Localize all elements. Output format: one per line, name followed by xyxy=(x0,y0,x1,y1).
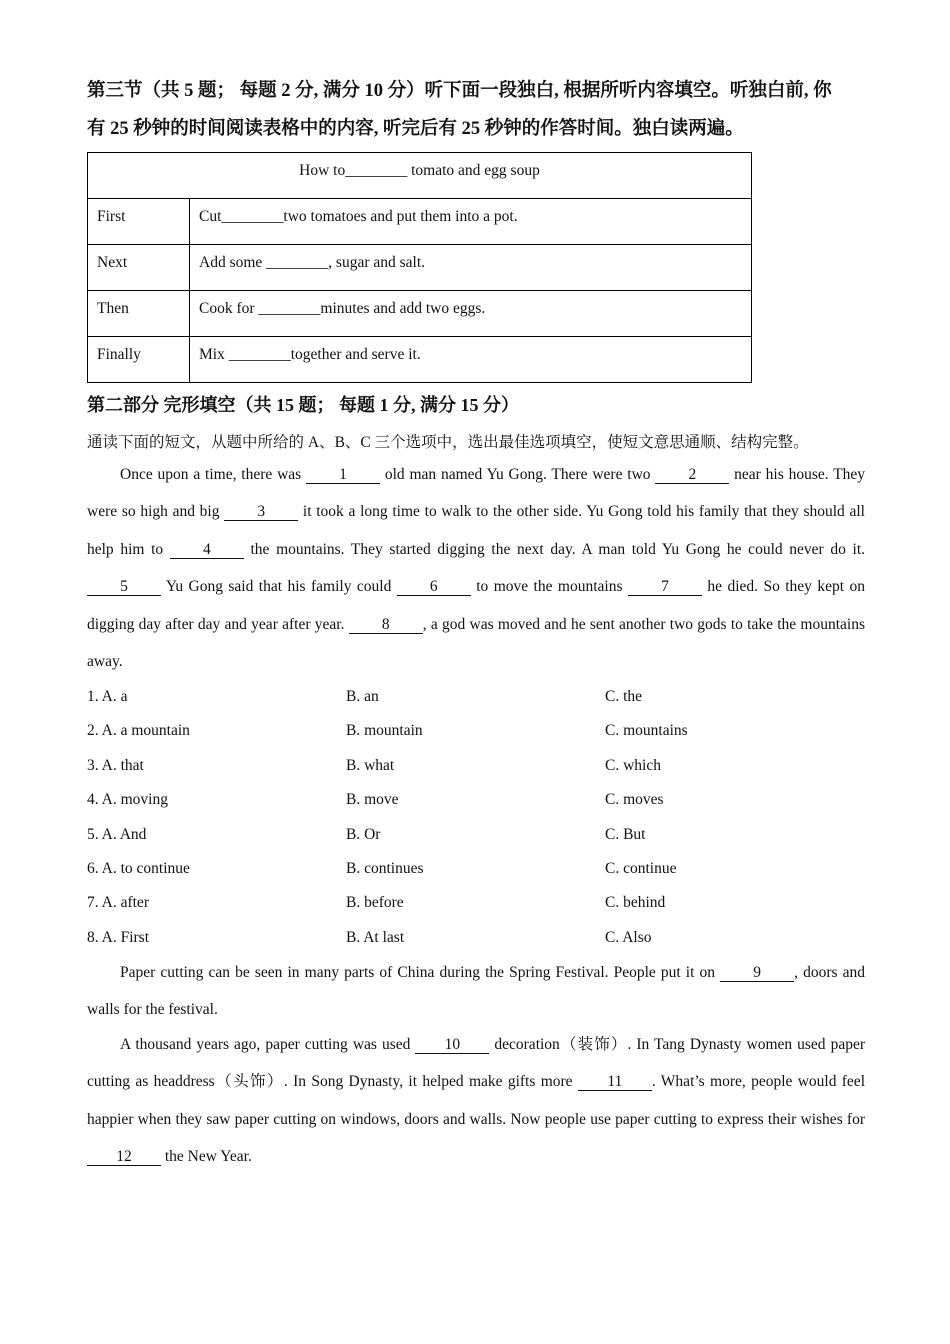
option-row xyxy=(87,680,847,714)
step-text: Cut________two tomatoes and put them into a pot. xyxy=(190,199,752,245)
passage-text: , a god was moved and he sent another two gods to take the mountains away. xyxy=(87,615,865,671)
option-b[interactable]: B. move xyxy=(346,791,399,808)
blank-6: 6 xyxy=(397,579,471,596)
option-a[interactable]: 2. A. a mountain xyxy=(87,722,190,739)
passage-text: he died. So they kept on digging day after day and year after year. xyxy=(87,578,865,633)
blank-3: 3 xyxy=(224,504,298,521)
option-b[interactable]: B. Or xyxy=(346,826,381,843)
passage-text: decoration（装饰）. In Tang Dynasty women used paper cutting as headdress（头饰）. In Song Dynasty, it helped make gifts more xyxy=(87,1036,865,1091)
option-row xyxy=(87,818,847,852)
option-row xyxy=(87,714,847,748)
option-row xyxy=(87,852,847,886)
passage-text: the New Year. xyxy=(161,1148,252,1166)
passage-text: . What’s more, people would feel happier when they saw paper cutting on windows, doors and walls. Now people use paper cutting to express their wishes for xyxy=(87,1073,865,1128)
table-row xyxy=(88,199,752,245)
part2-instruction: 通读下面的短文，从题中所给的 A、B、C 三个选项中，选出最佳选项填空，使短文意思通顺、结构完整。 xyxy=(87,434,809,451)
part2-heading: 第二部分 完形填空（共 15 题； 每题 1 分, 满分 15 分） xyxy=(87,395,519,415)
option-a[interactable]: 7. A. after xyxy=(87,894,149,911)
blank-2: 2 xyxy=(655,467,729,484)
step-label: Then xyxy=(88,291,190,337)
step-text: Mix ________together and serve it. xyxy=(190,337,752,383)
passage-paper-cutting-p2 xyxy=(87,1026,865,1176)
blank-8: 8 xyxy=(349,617,423,634)
passage-text: , doors and walls for the festival. xyxy=(87,964,865,1019)
option-c[interactable]: C. mountains xyxy=(605,722,688,739)
step-label: First xyxy=(88,199,190,245)
passage-text: near his house. They were so high and big xyxy=(87,466,865,521)
section3-heading-line1: 第三节（共 5 题； 每题 2 分, 满分 10 分）听下面一段独白, 根据所听内容填空。听独白前, 你 xyxy=(87,81,832,101)
listening-table xyxy=(87,152,752,383)
passage-paper-cutting-p1 xyxy=(87,954,865,1029)
option-a[interactable]: 6. A. to continue xyxy=(87,860,190,877)
option-c[interactable]: C. behind xyxy=(605,894,666,911)
section3-heading-line2: 有 25 秒钟的时间阅读表格中的内容, 听完后有 25 秒钟的作答时间。独白读两遍。 xyxy=(87,119,744,139)
option-a[interactable]: 5. A. And xyxy=(87,826,147,843)
table-row xyxy=(88,337,752,383)
option-row xyxy=(87,749,847,783)
option-row xyxy=(87,783,847,817)
option-c[interactable]: C. which xyxy=(605,757,661,774)
option-b[interactable]: B. before xyxy=(346,894,404,911)
option-c[interactable]: C. But xyxy=(605,826,646,843)
option-b[interactable]: B. continues xyxy=(346,860,424,877)
option-c[interactable]: C. Also xyxy=(605,929,652,946)
option-a[interactable]: 8. A. First xyxy=(87,929,150,946)
passage-text: A thousand years ago, paper cutting was used xyxy=(120,1036,416,1053)
blank-5: 5 xyxy=(87,579,161,596)
option-a[interactable]: 1. A. a xyxy=(87,688,128,705)
blank-9: 9 xyxy=(720,965,794,982)
option-row xyxy=(87,921,847,955)
option-c[interactable]: C. the xyxy=(605,688,643,705)
passage-text: to move the mountains xyxy=(470,578,628,596)
step-label: Finally xyxy=(88,337,190,383)
blank-7: 7 xyxy=(628,579,702,596)
option-c[interactable]: C. continue xyxy=(605,860,677,877)
option-b[interactable]: B. an xyxy=(346,688,379,705)
passage-text: Paper cutting can be seen in many parts of China during the Spring Festival. People put it on xyxy=(120,964,721,981)
table-row xyxy=(88,245,752,291)
section3-heading xyxy=(87,72,867,148)
table-row xyxy=(88,291,752,337)
passage-text: Yu Gong said that his family could xyxy=(161,578,397,596)
step-label: Next xyxy=(88,245,190,291)
passage-text: old man named Yu Gong. There were two xyxy=(380,466,656,483)
passage-text: the mountains. They started digging the next day. A man told Yu Gong he could never do it. xyxy=(243,540,865,558)
step-text: Add some ________, sugar and salt. xyxy=(190,245,752,291)
option-a[interactable]: 3. A. that xyxy=(87,757,144,774)
blank-10: 10 xyxy=(415,1037,489,1054)
passage-yu-gong xyxy=(87,456,865,680)
blank-1: 1 xyxy=(306,467,380,484)
table-title: How to________ tomato and egg soup xyxy=(88,153,752,199)
passage-text: Once upon a time, there was xyxy=(120,466,306,483)
option-b[interactable]: B. what xyxy=(346,757,395,774)
option-row xyxy=(87,886,847,920)
blank-12: 12 xyxy=(87,1149,161,1166)
option-b[interactable]: B. mountain xyxy=(346,722,423,739)
step-text: Cook for ________minutes and add two eggs. xyxy=(190,291,752,337)
blank-11: 11 xyxy=(578,1074,652,1091)
blank-4: 4 xyxy=(170,542,244,559)
passage-text: it took a long time to walk to the other side. Yu Gong told his family that they should all help him to xyxy=(87,503,865,558)
table-title-row xyxy=(88,153,752,199)
option-c[interactable]: C. moves xyxy=(605,791,664,808)
option-a[interactable]: 4. A. moving xyxy=(87,791,168,808)
option-b[interactable]: B. At last xyxy=(346,929,405,946)
